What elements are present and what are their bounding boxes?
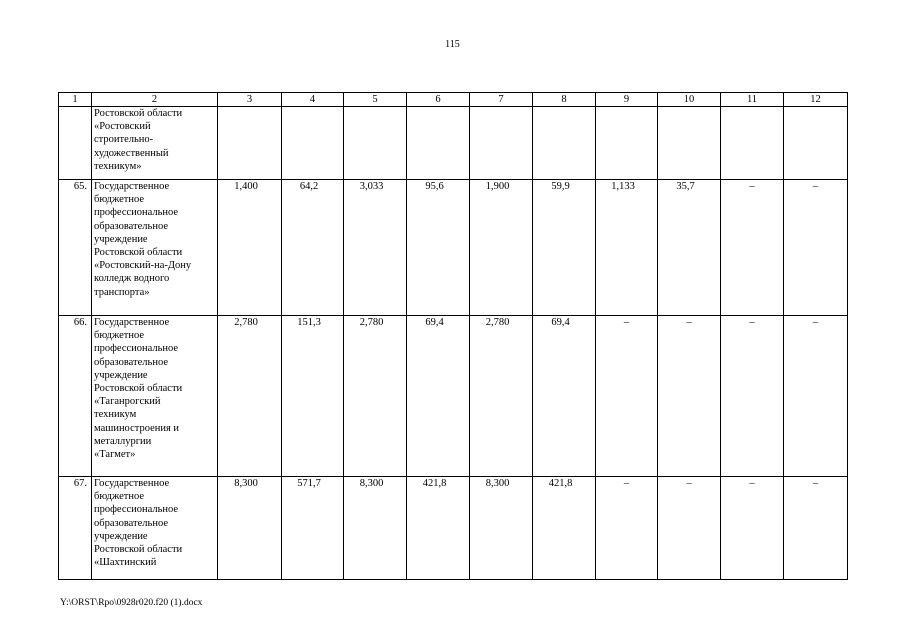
name-line: образовательное [94, 517, 168, 529]
value-cell [344, 107, 407, 180]
name-line: строительно- [94, 134, 154, 146]
value-cell: 151,3 [282, 316, 344, 477]
name-line: образовательное [94, 356, 168, 368]
value-cell: 8,300 [470, 477, 533, 580]
table-row [59, 180, 848, 316]
value-cell: 2,780 [344, 316, 407, 477]
value-cell: 1,900 [470, 180, 533, 316]
name-line: учреждение [94, 530, 148, 542]
value-cell: 8,300 [344, 477, 407, 580]
value-cell [533, 107, 596, 180]
row-number-cell: 65. [59, 180, 92, 316]
value-cell [470, 107, 533, 180]
value-cell: 8,300 [218, 477, 282, 580]
column-header: 11 [721, 93, 784, 107]
page-number: 115 [445, 39, 460, 50]
value-cell [658, 107, 721, 180]
name-line: учреждение [94, 369, 148, 381]
name-line: Государственное [94, 478, 170, 489]
institution-name-cell [92, 477, 218, 580]
institution-name-cell [92, 180, 218, 316]
name-line: профессиональное [94, 207, 179, 219]
name-line: Ростовской области [94, 383, 183, 395]
column-header: 6 [407, 93, 470, 107]
name-line: транспорта» [94, 286, 150, 298]
table-row [59, 107, 848, 180]
value-cell: 1,400 [218, 180, 282, 316]
name-line: колледж водного [94, 273, 170, 285]
name-line: профессиональное [94, 504, 179, 516]
name-line: «Таганрогский [94, 396, 161, 408]
name-line: бюджетное [94, 194, 145, 206]
name-line: «Шахтинский [94, 557, 157, 569]
row-number-cell [59, 107, 92, 180]
value-cell: 69,4 [407, 316, 470, 477]
value-cell: 59,9 [533, 180, 596, 316]
value-cell [218, 107, 282, 180]
name-line: «Ростовский-на-Дону [94, 260, 192, 272]
value-cell: 421,8 [407, 477, 470, 580]
row-number-cell: 67. [59, 477, 92, 580]
value-cell: 1,133 [596, 180, 658, 316]
name-line: учреждение [94, 233, 148, 245]
table-header-row [59, 93, 848, 107]
institution-name-cell [92, 316, 218, 477]
value-cell [407, 107, 470, 180]
value-cell: – [784, 180, 848, 316]
name-line: художественный [94, 147, 169, 159]
column-header: 7 [470, 93, 533, 107]
value-cell: 2,780 [218, 316, 282, 477]
name-line: бюджетное [94, 330, 145, 342]
value-cell: – [721, 180, 784, 316]
column-header: 9 [596, 93, 658, 107]
value-cell: – [721, 316, 784, 477]
value-cell: 3,033 [344, 180, 407, 316]
table-row [59, 477, 848, 580]
column-header: 8 [533, 93, 596, 107]
value-cell: 35,7 [658, 180, 721, 316]
value-cell: 571,7 [282, 477, 344, 580]
table-row [59, 316, 848, 477]
footer-file-path: Y:\ORST\Rpo\0928r020.f20 (1).docx [60, 598, 203, 608]
value-cell: – [596, 477, 658, 580]
column-header: 4 [282, 93, 344, 107]
name-line: Ростовской области [94, 544, 183, 556]
value-cell [282, 107, 344, 180]
name-line: металлургии [94, 435, 152, 447]
value-cell: – [721, 477, 784, 580]
value-cell [784, 107, 848, 180]
value-cell: 2,780 [470, 316, 533, 477]
value-cell: 69,4 [533, 316, 596, 477]
value-cell: 95,6 [407, 180, 470, 316]
name-line: Государственное [94, 317, 170, 328]
data-table [58, 92, 848, 580]
name-line: Ростовской области [94, 108, 183, 119]
name-line: профессиональное [94, 343, 179, 355]
value-cell: – [784, 316, 848, 477]
value-cell: 64,2 [282, 180, 344, 316]
column-header: 2 [92, 93, 218, 107]
value-cell: – [658, 316, 721, 477]
institution-name-cell [92, 107, 218, 180]
name-line: «Тагмет» [94, 449, 136, 461]
column-header: 1 [59, 93, 92, 107]
value-cell: – [658, 477, 721, 580]
column-header: 5 [344, 93, 407, 107]
value-cell: – [596, 316, 658, 477]
value-cell [596, 107, 658, 180]
column-header: 12 [784, 93, 848, 107]
value-cell [721, 107, 784, 180]
value-cell: – [784, 477, 848, 580]
name-line: Ростовской области [94, 247, 183, 259]
name-line: «Ростовский [94, 121, 151, 133]
name-line: Государственное [94, 181, 170, 192]
name-line: техникум [94, 409, 137, 421]
name-line: образовательное [94, 220, 168, 232]
row-number-cell: 66. [59, 316, 92, 477]
value-cell: 421,8 [533, 477, 596, 580]
column-header: 10 [658, 93, 721, 107]
name-line: техникум» [94, 160, 142, 172]
name-line: машиностроения и [94, 422, 180, 434]
name-line: бюджетное [94, 491, 145, 503]
column-header: 3 [218, 93, 282, 107]
